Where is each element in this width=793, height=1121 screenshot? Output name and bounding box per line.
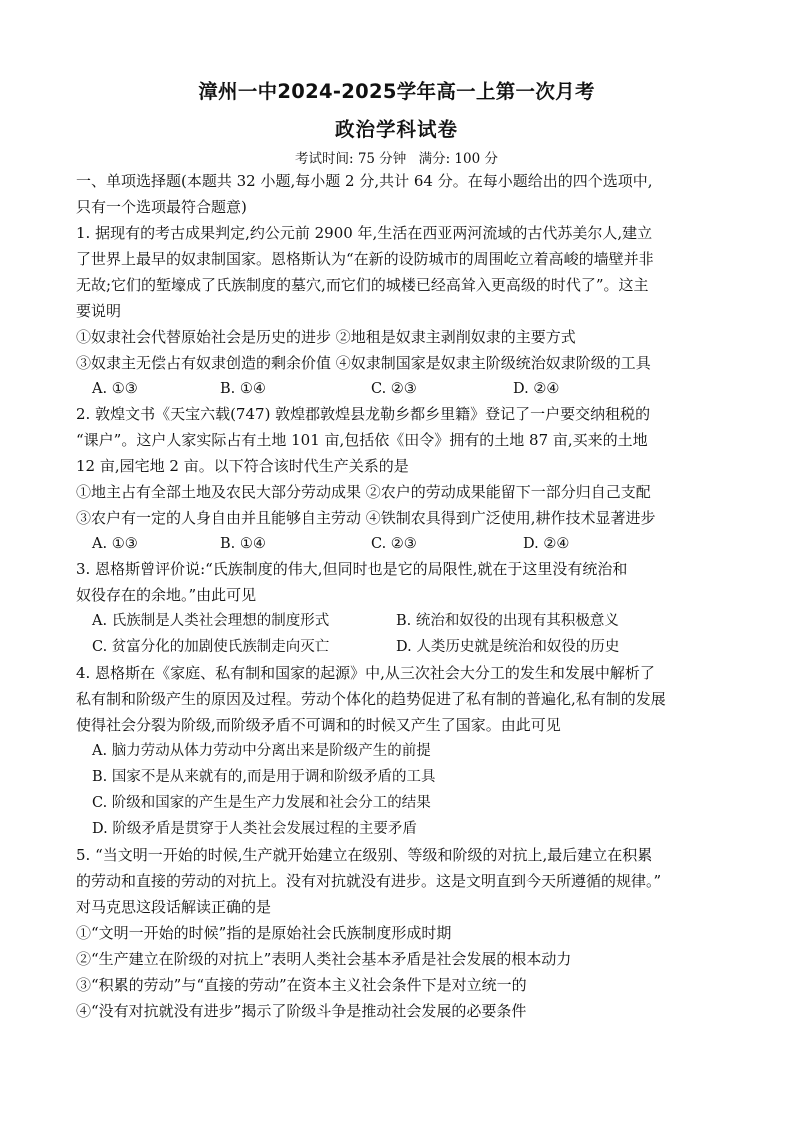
q4-option-d: D. 阶级矛盾是贯穿于人类社会发展过程的主要矛盾 xyxy=(92,821,417,837)
q4-option-c: C. 阶级和国家的产生是生产力发展和社会分工的结果 xyxy=(92,795,431,811)
exam-time: 考试时间: 75 分钟 xyxy=(294,151,407,167)
q1-option-b: B. ①④ xyxy=(220,381,266,397)
q1-option-d: D. ②④ xyxy=(513,381,560,397)
exam-meta xyxy=(0,147,793,167)
q2-option-d: D. ②④ xyxy=(523,536,570,552)
q3-option-a: A. 氏族制是人类社会理想的制度形式 xyxy=(92,613,330,629)
q3-stem-line: 3. 恩格斯曾评价说:“氏族制度的伟大,但同时也是它的局限性,就在于这里没有统治和 xyxy=(76,560,628,578)
q1-stem-line: 无故;它们的堑壕成了氏族制度的墓穴,而它们的城楼已经高耸入更高级的时代了”。这主 xyxy=(76,276,649,294)
q3-option-d: D. 人类历史就是统治和奴役的历史 xyxy=(396,639,620,655)
q5-statement: ①“文明一开始的时候”指的是原始社会氏族制度形成时期 xyxy=(76,924,452,942)
q1-option-a: A. ①③ xyxy=(92,381,138,397)
q3-option-b: B. 统治和奴役的出现有其积极意义 xyxy=(396,613,619,629)
q2-stem-line: “课户”。这户人家实际占有土地 101 亩,包括依《田令》拥有的土地 87 亩,买来的土地 xyxy=(76,431,648,449)
q2-stem-line: 12 亩,园宅地 2 亩。以下符合该时代生产关系的是 xyxy=(76,457,409,475)
q4-stem-line: 私有制和阶级产生的原因及过程。劳动个体化的趋势促进了私有制的普遍化,私有制的发展 xyxy=(76,690,666,708)
q5-statement: ②“生产建立在阶级的对抗上”表明人类社会基本矛盾是社会发展的根本动力 xyxy=(76,950,572,968)
q5-stem-line: 5. “当文明一开始的时候,生产就开始建立在级别、等级和阶级的对抗上,最后建立在积累 xyxy=(76,846,653,864)
section-heading-cont: 只有一个选项最符合题意) xyxy=(76,198,247,216)
q1-stem-line: 要说明 xyxy=(76,302,122,320)
q5-stem-line: 的劳动和直接的劳动的对抗上。没有对抗就没有进步。这是文明直到今天所遵循的规律。” xyxy=(76,872,662,890)
q2-statement: ①地主占有全部土地及农民大部分劳动成果 ②农户的劳动成果能留下一部分归自己支配 xyxy=(76,483,651,501)
q4-stem-line: 4. 恩格斯在《家庭、私有制和国家的起源》中,从三次社会大分工的发生和发展中解析了 xyxy=(76,664,655,682)
q5-statement: ④“没有对抗就没有进步”揭示了阶级斗争是推动社会发展的必要条件 xyxy=(76,1002,527,1020)
exam-subtitle: 政治学科试卷 xyxy=(334,118,458,141)
q2-option-c: C. ②③ xyxy=(371,536,417,552)
section-heading: 一、单项选择题(本题共 32 小题,每小题 2 分,共计 64 分。在每小题给出的四个选项中, xyxy=(76,172,653,190)
q1-stem-line: 了世界上最早的奴隶制国家。恩格斯认为“在新的设防城市的周围屹立着高峻的墙壁并非 xyxy=(76,250,654,268)
q4-option-b: B. 国家不是从来就有的,而是用于调和阶级矛盾的工具 xyxy=(92,769,436,785)
exam-title: 漳州一中2024-2025学年高一上第一次月考 xyxy=(198,80,595,103)
full-score: 满分: 100 分 xyxy=(418,151,498,167)
q3-option-c: C. 贫富分化的加剧使氏族制走向灭亡 xyxy=(92,639,330,655)
q4-option-a: A. 脑力劳动从体力劳动中分离出来是阶级产生的前提 xyxy=(92,743,431,759)
q4-stem-line: 使得社会分裂为阶级,而阶级矛盾不可调和的时候又产生了国家。由此可见 xyxy=(76,716,561,734)
q5-statement: ③“积累的劳动”与“直接的劳动”在资本主义社会条件下是对立统一的 xyxy=(76,976,527,994)
q2-option-b: B. ①④ xyxy=(220,536,266,552)
q2-stem-line: 2. 敦煌文书《天宝六载(747) 敦煌郡敦煌县龙勒乡都乡里籍》登记了一户要交纳租税的 xyxy=(76,405,651,423)
q1-statement: ③奴隶主无偿占有奴隶创造的剩余价值 ④奴隶制国家是奴隶主阶级统治奴隶阶级的工具 xyxy=(76,354,651,372)
q5-stem-line: 对马克思这段话解读正确的是 xyxy=(76,898,272,916)
q2-option-a: A. ①③ xyxy=(92,536,138,552)
q3-stem-line: 奴役存在的余地。”由此可见 xyxy=(76,586,257,604)
q1-stem-line: 1. 据现有的考古成果判定,约公元前 2900 年,生活在西亚两河流域的古代苏美尔人,建立 xyxy=(76,224,653,242)
q2-statement: ③农户有一定的人身自由并且能够自主劳动 ④铁制农具得到广泛使用,耕作技术显著进步 xyxy=(76,509,656,527)
q1-option-c: C. ②③ xyxy=(371,381,417,397)
q1-statement: ①奴隶社会代替原始社会是历史的进步 ②地租是奴隶主剥削奴隶的主要方式 xyxy=(76,328,576,346)
